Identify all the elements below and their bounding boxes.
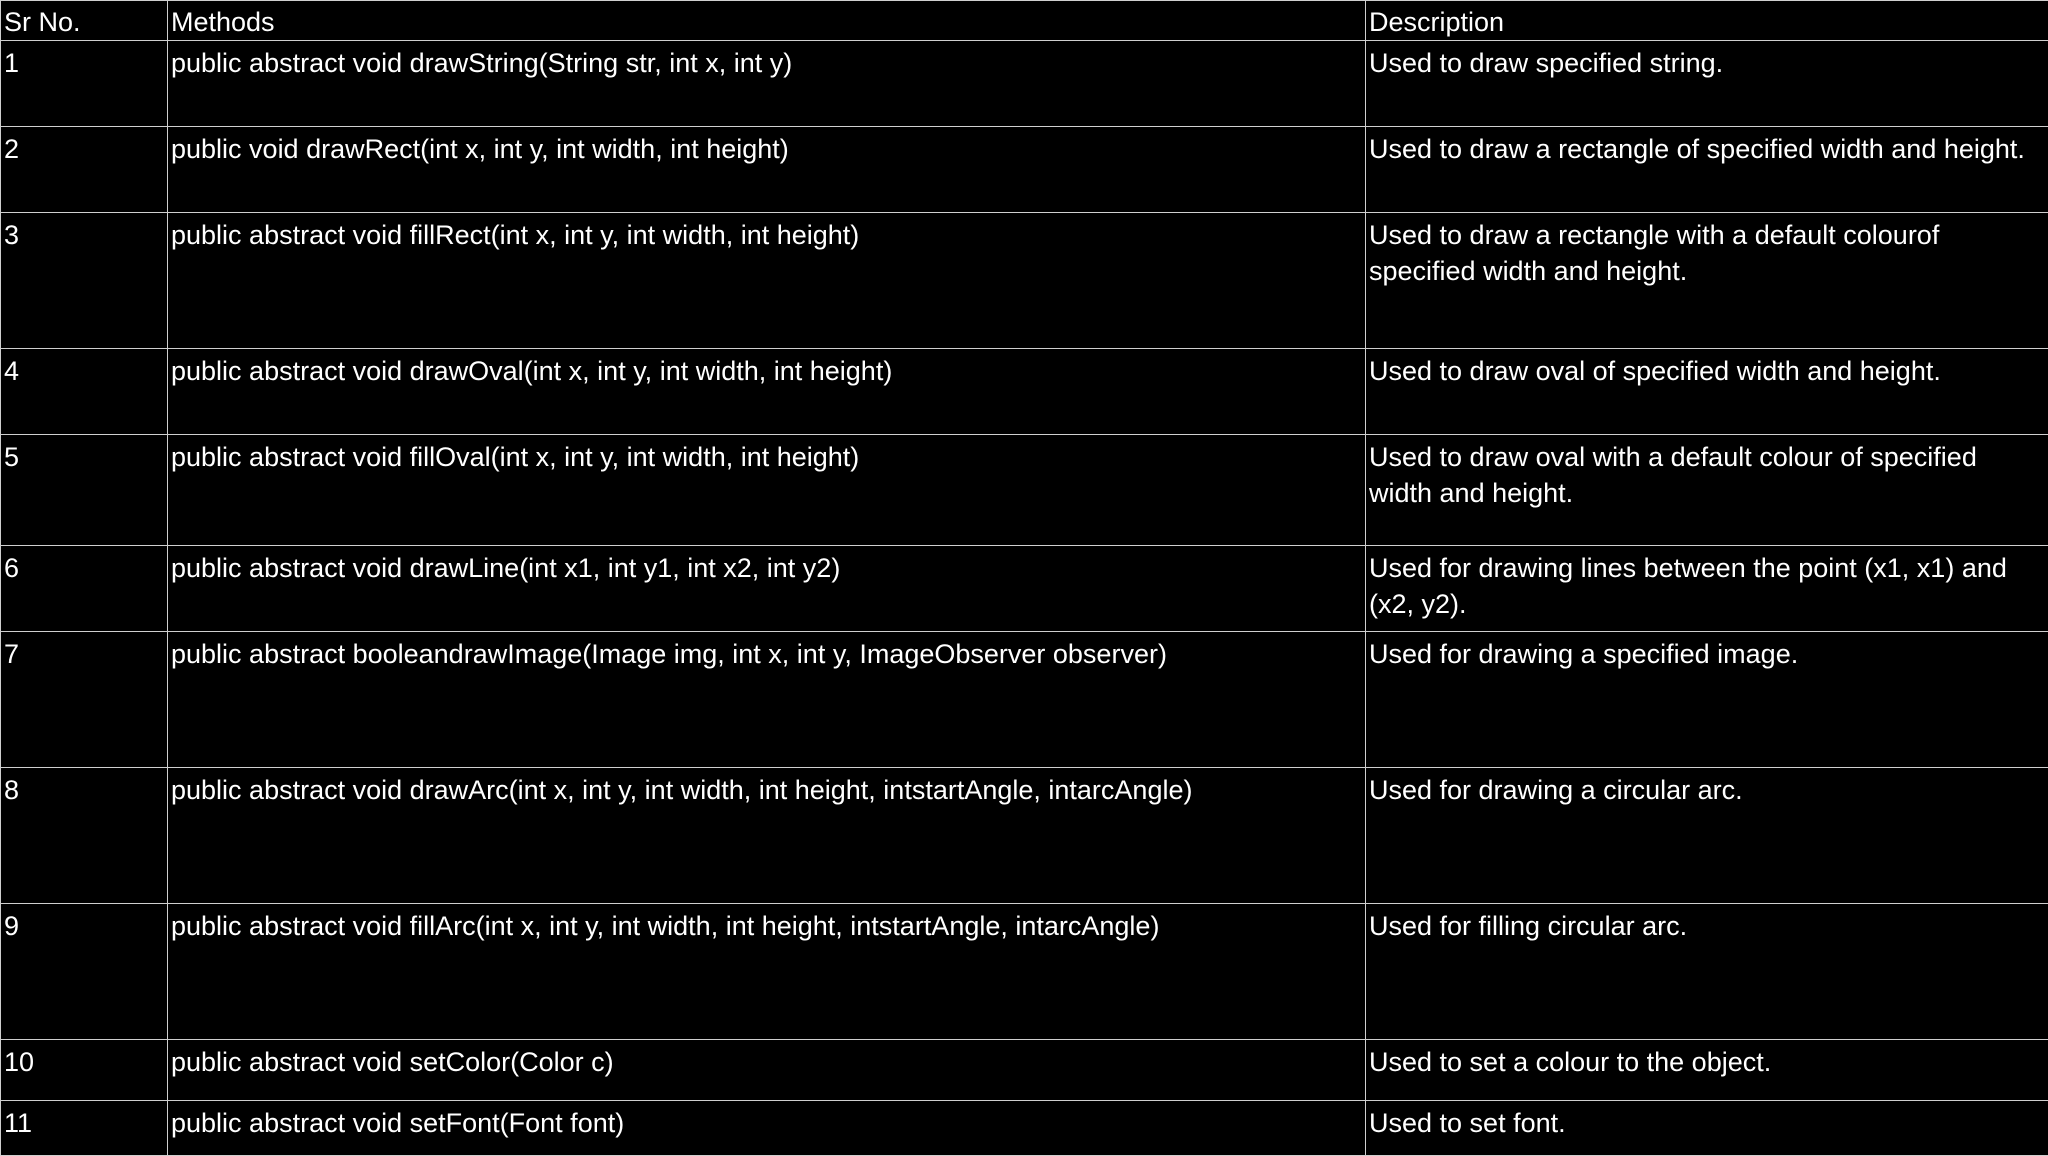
cell-method: public abstract void drawArc(int x, int y, int width, int height, intstartAngle, intarcAngle) (168, 768, 1366, 904)
cell-description: Used for filling circular arc. (1366, 904, 2048, 1040)
table-row (1, 127, 2048, 213)
cell-description: Used to draw specified string. (1366, 41, 2048, 127)
header-methods: Methods (168, 1, 1366, 41)
cell-description: Used to draw oval of specified width and height. (1366, 349, 2048, 435)
cell-sr-no: 1 (1, 41, 168, 127)
cell-description: Used to set font. (1366, 1101, 2048, 1156)
table-row (1, 349, 2048, 435)
table-row (1, 213, 2048, 349)
cell-sr-no: 9 (1, 904, 168, 1040)
cell-method: public abstract booleandrawImage(Image img, int x, int y, ImageObserver observer) (168, 632, 1366, 768)
table-row (1, 1101, 2048, 1156)
header-description: Description (1366, 1, 2048, 41)
cell-description: Used to draw a rectangle with a default colourof specified width and height. (1366, 213, 2048, 349)
cell-method: public abstract void setColor(Color c) (168, 1040, 1366, 1101)
table-row (1, 904, 2048, 1040)
table-row (1, 1040, 2048, 1101)
cell-sr-no: 11 (1, 1101, 168, 1156)
cell-description: Used to set a colour to the object. (1366, 1040, 2048, 1101)
cell-description: Used for drawing a specified image. (1366, 632, 2048, 768)
cell-description: Used to draw a rectangle of specified width and height. (1366, 127, 2048, 213)
cell-sr-no: 6 (1, 546, 168, 632)
cell-sr-no: 4 (1, 349, 168, 435)
cell-method: public abstract void fillOval(int x, int y, int width, int height) (168, 435, 1366, 546)
cell-method: public void drawRect(int x, int y, int width, int height) (168, 127, 1366, 213)
cell-method: public abstract void drawOval(int x, int y, int width, int height) (168, 349, 1366, 435)
header-row (1, 1, 2048, 41)
header-sr-no: Sr No. (1, 1, 168, 41)
cell-sr-no: 7 (1, 632, 168, 768)
table-row (1, 632, 2048, 768)
cell-description: Used for drawing a circular arc. (1366, 768, 2048, 904)
cell-sr-no: 10 (1, 1040, 168, 1101)
cell-description: Used for drawing lines between the point (x1, x1) and (x2, y2). (1366, 546, 2048, 632)
cell-method: public abstract void drawString(String str, int x, int y) (168, 41, 1366, 127)
table-row (1, 41, 2048, 127)
cell-description: Used to draw oval with a default colour of specified width and height. (1366, 435, 2048, 546)
cell-sr-no: 5 (1, 435, 168, 546)
cell-method: public abstract void fillRect(int x, int y, int width, int height) (168, 213, 1366, 349)
table-row (1, 435, 2048, 546)
table-row (1, 546, 2048, 632)
cell-method: public abstract void fillArc(int x, int y, int width, int height, intstartAngle, intarcAngle) (168, 904, 1366, 1040)
table-row (1, 768, 2048, 904)
cell-sr-no: 3 (1, 213, 168, 349)
cell-method: public abstract void drawLine(int x1, int y1, int x2, int y2) (168, 546, 1366, 632)
cell-sr-no: 2 (1, 127, 168, 213)
cell-method: public abstract void setFont(Font font) (168, 1101, 1366, 1156)
cell-sr-no: 8 (1, 768, 168, 904)
